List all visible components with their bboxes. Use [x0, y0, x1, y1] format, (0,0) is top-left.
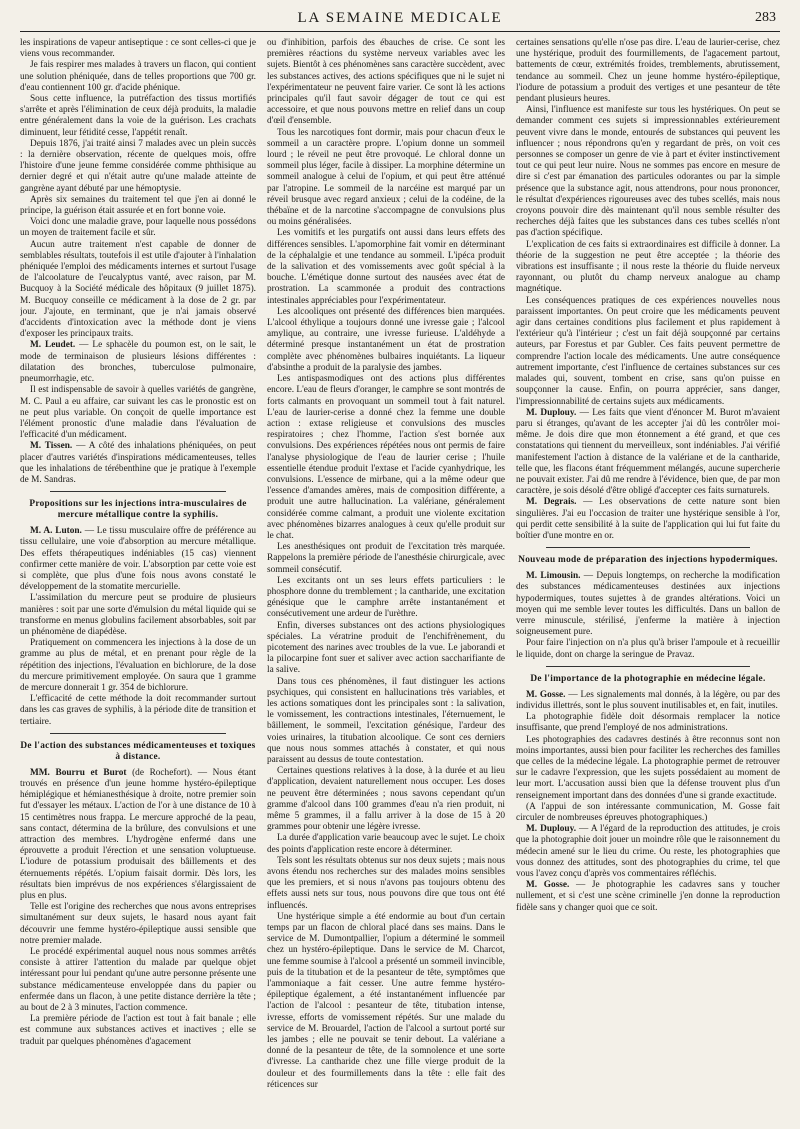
speaker-paragraph [516, 571, 780, 638]
section-heading: Nouveau mode de préparation des injections hypodermiques. [518, 555, 778, 566]
paragraph: Enfin, diverses substances ont des actions physiologiques spéciales. La vératrine produit de l'enchifrènement, du picotement des narines avec troubles de la vue. Le jaborandi et la pilocarpine font suer et saliver avec action saccharifiante de la salive. [267, 620, 505, 676]
paragraph: La photographie fidèle doit désormais remplacer la notice insuffisante, que prend l'employé de nos administrations. [516, 712, 780, 734]
paragraph: Les antispasmodiques ont des actions plus différentes encore. L'eau de fleurs d'oranger, le camphre se sont montrés de forts calmants en provoquant un sommeil tout à fait naturel. L'eau de laurier-cerise a donné chez la femme une double action : extase religieuse et convulsions des muscles respiratoires ; chez l'homme, l'action s'est bornée aux convulsions. Des expériences répétées nous ont permis de faire l'analyse physiologique de l'eau de laurier cerise ; l'huile essentielle étendue produit l'extase et l'acide cyanhydrique, les convulsions. L'essence de mirbane, qui a la même odeur que l'essence d'amandes amères, mais de composition différente, a produit une autre hallucination. La valériane, généralement considérée comme calmant, a produit une violente excitation avec phénomènes bizarres analogues à ceux qu'elle produit sur le chat. [267, 374, 505, 541]
speaker-text: — A l'égard de la reproduction des attitudes, je crois que la photographie doit jouer un moindre rôle que le raisonnement du médecin amené sur le lieu du crime. Ou reste, les photographies que vous donnez des attitudes, sont des photographies du crime, tel que vous l'avez conçu d'après vos commentaires réfléchis. [516, 824, 780, 880]
paragraph: (A l'appui de son intéressante communication, M. Gosse fait circuler de nombreuses épreuves photographiques.) [516, 801, 780, 823]
speaker-text: — Les faits que vient d'énoncer M. Burot m'avaient paru si étranges, qu'avant de les accepter j'ai dû les contrôler moi-même. Je dois dire que mon étonnement a été grand, et que ces constatations qui tiennent du merveilleux, sont indéniables. J'ai vérifié manifestement l'action à distance de la valériane et de la cantharide, telle que, les flacons étant fréquemment mélangés, aucune supercherie ne pouvait exister. J'ai dû me rendre à l'évidence, bien que, de par mon caractère, je sois désolé d'être obligé d'accepter ces faits surnaturels. [516, 407, 780, 497]
paragraph: Je fais respirer mes malades à travers un flacon, qui contient une solution phéniquée, dans de telles proportions que 700 gr. d'eau contiennent 100 gr. d'acide phénique. [20, 60, 256, 93]
speaker-name: M. Leudet. [30, 340, 76, 351]
paragraph: certaines sensations qu'elle n'ose pas dire. L'eau de laurier-cerise, chez une hystérique, produit des fourmillements, de l'agacement partout, battements de cœur, extrémités froides, tremblements, abrutissement, tendance au sommeil. Chez un jeune homme hystéro-épileptique, l'iodure de potassium a produit des vertiges et une pesanteur de tête pendant plusieurs heures. [516, 38, 780, 105]
paragraph: Certaines questions relatives à la dose, à la durée et au lieu d'application, devaient naturellement nous occuper. Les doses ne peuvent être déterminées ; nous savons cependant qu'un gramme d'alcool dans 100 grammes d'eau n'a rien produit, ni même 5 grammes, il a fallu arriver à la dose de 15 à 20 grammes pour obtenir une légère ivresse. [267, 766, 505, 833]
paragraph: Ainsi, l'influence est manifeste sur tous les hystériques. On peut se demander comment ces sujets si impressionnables extérieurement peuvent vivre dans le monde, entourés de substances qui peuvent les influencer ; nous répondrons qu'en y regardant de près, on voit ces personnes se composer un genre de vie à part et éviter instinctivement tout ce qui peut leur nuire. Nous ne sommes pas encore en mesure de dire si c'est par émanation des particules odorantes ou par la simple présence que la substance agit, nous attendrons, pour nous prononcer, le résultat d'expériences rigoureuses avec des tubes scellés, mais nous croyons pouvoir dire dès maintenant qu'il nous semble résulter des recherches déjà faites que les substances dans ces tubes scellés n'ont pas d'action spécifique. [516, 105, 780, 239]
speaker-name: MM. Bourru et Burot [30, 767, 127, 778]
section-divider [546, 666, 750, 667]
speaker-paragraph [20, 340, 256, 385]
speaker-paragraph [516, 824, 780, 880]
column-1 [20, 38, 256, 1121]
paragraph: La durée d'application varie beaucoup avec le sujet. Le choix des points d'application reste encore à déterminer. [267, 833, 505, 855]
page-number: 283 [755, 10, 776, 25]
paragraph: Sous cette influence, la putréfaction des tissus mortifiés s'arrête et après l'élimination de ceux déjà produits, la maladie entre généralement dans la voie de la guérison. Les crachats diminuent, leur fétidité cesse, l'appétit renaît. [20, 94, 256, 138]
paragraph: les inspirations de vapeur antiseptique : ce sont celles-ci que je viens vous recommander. [20, 38, 256, 60]
speaker-paragraph [20, 768, 256, 902]
paragraph: Telle est l'origine des recherches que nous avons entreprises simultanément sur deux sujets, le hasard nous ayant fait découvrir une femme hystéro-épileptique aussi sensible que notre premier malade. [20, 902, 256, 946]
speaker-name: M. Duplouy. [526, 824, 577, 835]
paragraph: L'explication de ces faits si extraordinaires est difficile à donner. La théorie de la suggestion ne peut être acceptée ; la théorie des vibrations est insuffisante ; il nous reste la théorie du fluide nerveux rayonnant, ou plutôt du champ nerveux analogue au champ magnétique. [516, 239, 780, 295]
speaker-name: M. Gosse. [526, 689, 566, 700]
paragraph: Les anesthésiques ont produit de l'excitation très marquée. Rappelons la première période de l'anesthésie chirurgicale, avec sommeil consécutif. [267, 542, 505, 575]
speaker-text: — Je photographie les cadavres sans y toucher nullement, et si c'est une scène criminelle j'en donne la reproduction fidèle sans y changer quoi que ce soit. [516, 880, 780, 913]
speaker-text: — Le tissu musculaire offre de préférence au tissu cellulaire, une voie d'absorption au mercure métallique. Des effets thérapeutiques indéniables (15 cas) viennent confirmer cette manière de voir. L'absorption par cette voie est si complète, que plus d'une fois nous avons constaté le développement de la stomatite mercurielle. [20, 526, 256, 593]
speaker-paragraph [20, 441, 256, 486]
header-rule [20, 31, 780, 32]
speaker-text: — Les observations de cette nature sont bien singulières. J'ai eu l'occasion de traiter une hystérique sensible à l'or, qui perdit cette sensibilité à la suite de l'application qui lui fut faite du boîtier d'une montre en or. [516, 497, 780, 541]
column-2 [267, 38, 505, 1121]
column-3 [516, 38, 780, 1121]
speaker-name: M. Duplouy. [526, 407, 577, 418]
speaker-name: M. Limousin. [526, 571, 581, 582]
speaker-name: M. Tissen. [30, 441, 73, 452]
paragraph: Une hystérique simple a été endormie au bout d'un certain temps par un flacon de chloral placé dans ses mains. Dans le service de M. Dumontpallier, l'opium a déterminé le sommeil chez un hystéro-épileptique. Dans le service de M. Charcot, une femme soumise à l'alcool a présenté un sommeil invincible, puis de la titubation et de la pesanteur de tête, symptômes que l'ammoniaque a fait cesser. Une autre femme hystéro-épileptique également, a été instantanément influencée par l'action de l'alcool : pesanteur de tête, titubation intense, ivresse, efforts de vomissement répétés. Sur une malade du service de M. Brouardel, l'action de l'alcool a surtout porté sur les jambes ; elle ne pouvait se tenir debout. La valériane a donné de la pesanteur de tête, de la somnolence et une sorte d'ivresse. La cantharide chez une fille vierge produit de la douleur et des fourmillements dans la tête : elle fait des réticences sur [267, 911, 505, 1090]
journal-title: LA SEMAINE MEDICALE [297, 10, 503, 26]
paragraph: L'assimilation du mercure peut se produire de plusieurs manières : soit par une sorte d'émulsion du métal liquide qui se transforme en menus globulins facilement absorbables, soit par un phénomène de diapédèse. [20, 593, 256, 637]
paragraph: Les alcooliques ont présenté des différences bien marquées. L'alcool éthylique a toujours donné une ivresse gaie ; l'alcool amylique, au contraire, une ivresse furieuse. L'aldéhyde a déterminé presque instantanément un état de prostration complète avec phénomènes bulbaires inquiétants. La liqueur d'absinthe a produit de la paralysie des jambes. [267, 306, 505, 373]
speaker-text: — Les signalements mal donnés, à la légère, ou par des individus illettrés, sont le plus souvent inutilisables et, en fait, inutiles. [516, 689, 780, 711]
paragraph: La première période de l'action est tout à fait banale ; elle est commune aux substances actives et inactives ; elle se traduit par quelques phénomènes d'agacement [20, 1014, 256, 1047]
speaker-name: M. Degrais. [526, 497, 577, 508]
section-heading: Propositions sur les injections intra-musculaires de mercure métallique contre la syphilis. [29, 499, 247, 521]
paragraph: L'efficacité de cette méthode la doit recommander surtout dans les cas graves de syphilis, à la période dite de transition et tertiaire. [20, 694, 256, 727]
section-heading: De l'importance de la photographie en médecine légale. [530, 673, 766, 684]
section-heading: De l'action des substances médicamenteuses et toxiques à distance. [20, 740, 256, 762]
speaker-paragraph [516, 497, 780, 542]
paragraph: Après six semaines du traitement tel que j'en ai donné le principe, la guérison était assurée et en fort bonne voie. [20, 194, 256, 217]
speaker-text: (de Rochefort). — Nous étant trouvés en présence d'un jeune homme hystéro-épileptique hémiplégique et hémianesthésique à droite, notre premier soin fut d'essayer les métaux. L'action de l'or à une distance de 10 à 15 centimètres nous frappa. Le mercure approché de la peau, sans contact, détermina de la brûlure, des convulsions et une attraction des membres. L'hydrogène enfermé dans une éprouvette a produit l'érection et une sensation voluptueuse. L'iodure de potassium produisait des bâillements et des éternuements répétés. L'opium faisait dormir. Dès lors, les résultats bien imprévus de nos expériences s'élargissaient de plus en plus. [20, 767, 256, 902]
paragraph: Tous les narcotiques font dormir, mais pour chacun d'eux le sommeil a un caractère propre. L'opium donne un sommeil lourd ; le réveil ne peut être provoqué. Le chloral donne un sommeil plus léger, facile à dissiper. La morphine détermine un sommeil analogue à celui de l'opium, et qui peut être atténué par l'atropine. Le sommeil de la narcéine est marqué par un réveil brusque avec regard anxieux ; celui de la codéine, de la thébaïne et de la narcotine s'accompagne de convulsions plus ou moins généralisées. [267, 127, 505, 228]
paragraph: Les photographies des cadavres destinés à être reconnus sont non moins importantes, aussi bien pour faciliter les recherches des familles que celles de la médecine légale. La photographie permet de retrouver sur le cadavre l'expression, que les sujets possédaient au moment de leur mort. L'accusation aussi bien que la défense trouvent plus d'un renseignement important dans des données d'une si grande exactitude. [516, 734, 780, 801]
paragraph: Les conséquences pratiques de ces expériences nouvelles nous paraissent importantes. On peut croire que les médicaments peuvent agir dans certaines conditions plus facilement et plus rapidement à l'extérieur qu'à l'intérieur ; c'est un fait déjà soupçonné par certains auteurs, par Forestus et par Gubler. Ces faits peuvent permettre de comprendre l'action locale des médicaments. Une autre conséquence autrement importante, c'est l'influence de certaines substances sur ces malades qui, souvent, tombent en crise, sans qu'on puisse en soupçonner la cause. Enfin, on pourra apprécier, sans danger, l'impressionnabilité de certains sujets aux médicaments. [516, 295, 780, 407]
section-divider [546, 547, 750, 548]
speaker-text: — Le sphacèle du poumon est, on le sait, le mode de terminaison de plusieurs lésions différentes : dilatation des bronches, tuberculose pulmonaire, pneumorrhagie, etc. [20, 340, 256, 385]
paragraph: Les vomitifs et les purgatifs ont aussi dans leurs effets des différences sensibles. L'apomorphine fait vomir en déterminant de la céphalalgie et une tendance au sommeil. L'ipéca produit de la salivation et des vomissements avec goût spécial à la bouche. L'émétique donne surtout des nausées avec état de prostration. La scammonée a produit des contractions intestinales appréciables pour l'expérimentateur. [267, 228, 505, 306]
speaker-name: M. Gosse. [526, 880, 570, 891]
section-divider [50, 491, 226, 492]
paragraph: ou d'inhibition, parfois des ébauches de crise. Ce sont les premières réactions du système nerveux variables avec les sujets. Bientôt à ces phénomènes sans caractère succèdent, avec les substances actives, des actions spécifiques que ni le sujet ni l'expérimentateur ne peuvent faire varier. Ce sont là les actions principales qu'il faut savoir dégager de tout ce qui est accessoire, et que nous pouvons mettre en relief dans un coup d'œil d'ensemble. [267, 38, 505, 127]
paragraph: Depuis 1876, j'ai traité ainsi 7 malades avec un plein succès : la dernière observation, récente de quelques mois, offre l'histoire d'une jeune femme considérée comme phthisique au dernier degré et qui n'était autre qu'une malade atteinte de gangrène ayant débuté par une hémoptysie. [20, 138, 256, 194]
paragraph: Pratiquement on commencera les injections à la dose de un gramme au plus de métal, et en prenant pour règle de la répétition des injections, l'évaluation en bichlorure, de la dose du mercure primitivement employée. On saura que 1 gramme de mercure donnerait 1 gr. 354 de bichlorure. [20, 638, 256, 693]
paragraph: Il est indispensable de savoir à quelles variétés de gangrène, M. C. Paul a eu affaire, car suivant les cas le pronostic est on ne peut plus variable. On conçoit de quelle importance est l'élément pronostic d'une maladie dans l'évaluation de l'efficacité d'un médicament. [20, 385, 256, 441]
speaker-paragraph [516, 880, 780, 914]
paragraph: Dans tous ces phénomènes, il faut distinguer les actions psychiques, qui consistent en hallucinations très variables, et les actions somatiques dont les principales sont : la salivation, le vomissement, les contractions intestinales, l'éternuement, le bâillement, le sommeil, l'excitation génésique, l'ardeur des voies urinaires, la titubation alcoolique. Ce sont ces derniers que nous nous sommes attachés à constater, et qui nous paraissent au dessus de toute contestation. [267, 676, 505, 765]
section-divider [50, 733, 226, 734]
speaker-name: M. A. Luton. [30, 526, 82, 537]
paragraph: Tels sont les résultats obtenus sur nos deux sujets ; mais nous avons étendu nos recherches sur des malades moins sensibles que les premiers, et si nous n'avons pas toujours obtenu des effets aussi nets sur tous, nous pouvons dire que tous ont été influencés. [267, 855, 505, 911]
page-header [20, 8, 780, 30]
speaker-text: — Depuis longtemps, on recherche la modification des substances médicamenteuses destinées aux injections hypodermiques, toutes sujettes à de grandes altérations. Voici un moyen qui me semble lever toutes les difficultés. Dans un ballon de verre minuscule, stérilisé, j'enferme la matière à injection soigneusement pure. [516, 571, 780, 638]
speaker-paragraph [20, 526, 256, 593]
speaker-paragraph [516, 408, 780, 498]
paragraph: Les excitants ont un ses leurs effets particuliers : le phosphore donne du tremblement ; la cantharide, une excitation génésique que le camphre arrête instantanément et consécutivement une ardeur de l'urèthre. [267, 575, 505, 620]
paragraph: Le procédé expérimental auquel nous nous sommes arrêtés consiste à attirer l'attention du malade par quelque objet intéressant pour lui pendant qu'une autre personne présente une substance médicamenteuse enveloppée dans du papier ou enfermée dans un flacon, à une petite distance derrière la tête ; au bout de 2 à 3 minutes, l'action commence. [20, 947, 256, 1014]
paragraph: Pour faire l'injection on n'a plus qu'à briser l'ampoule et à recueillir le liquide, dont on charge la seringue de Pravaz. [516, 638, 780, 660]
paragraph: Aucun autre traitement n'est capable de donner de semblables résultats, toutefois il est utile d'ajouter à l'inhalation phéniquée l'emploi des médicaments internes et surtout l'usage de l'alcoolature de l'eucalyptus vanté, avec raison, par M. Bucquoy à la Société médicale des hôpitaux (9 juillet 1875). M. Bucquoy conseille ce médicament à la dose de 2 gr. par jour. J'ajoute, en terminant, que je n'ai jamais observé d'accidents d'intoxication avec la méthode dont je viens d'exposer les principaux traits. [20, 239, 256, 340]
speaker-text: — A côté des inhalations phéniquées, on peut placer d'autres variétés d'inspirations médicamenteuses, telles que les inhalations de térébenthine que je pratique à l'exemple de M. Sandras. [20, 441, 256, 485]
speaker-paragraph [516, 690, 780, 712]
paragraph: Voici donc une maladie grave, pour laquelle nous possédons un moyen de traitement facile et sûr. [20, 217, 256, 239]
